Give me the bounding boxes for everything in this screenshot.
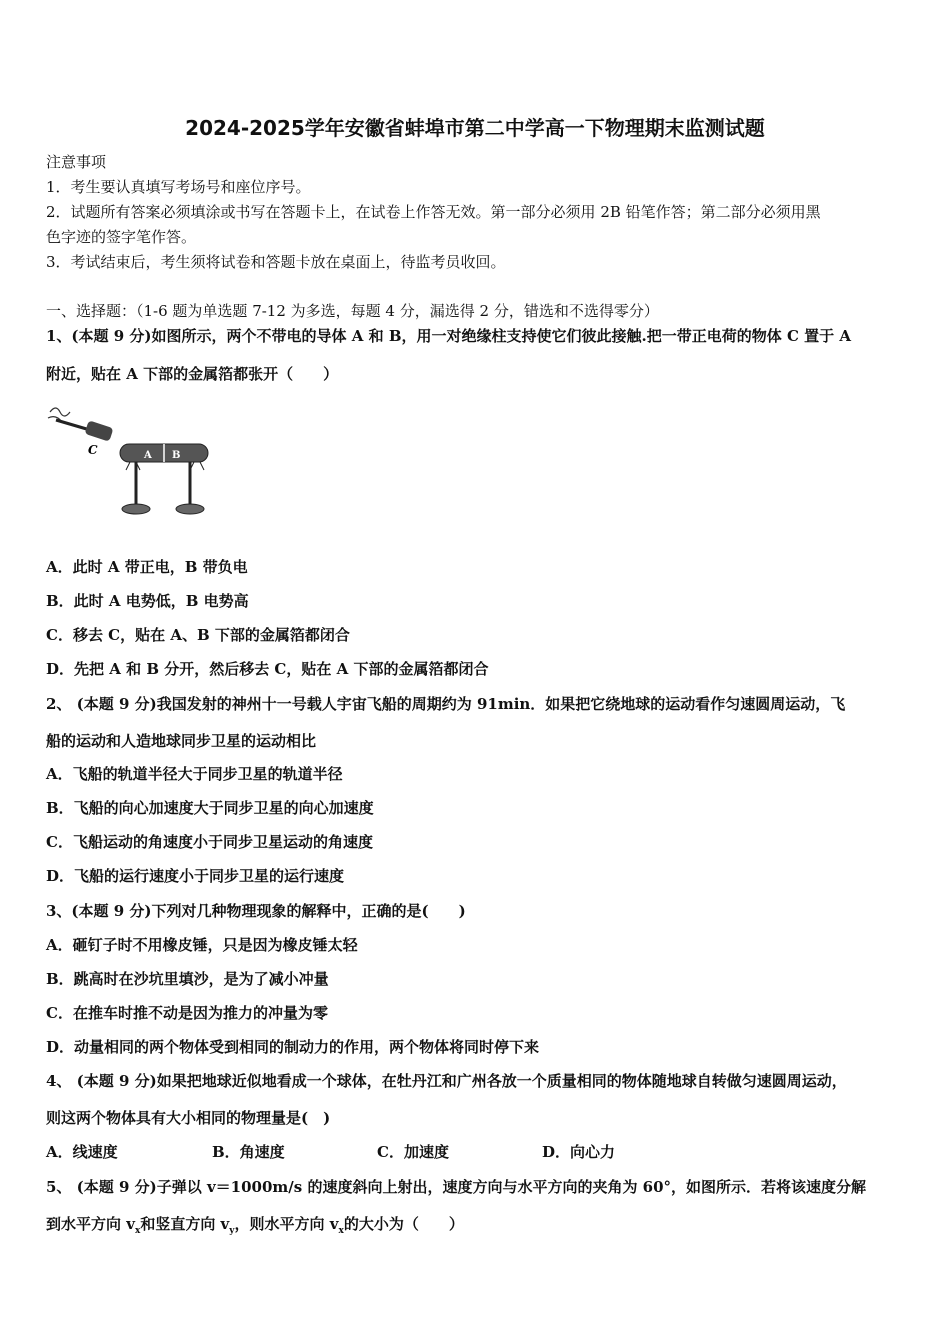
q2-stem-line1: 2、 (本题 9 分)我国发射的神州十一号载人宇宙飞船的周期约为 91min．如果把它绕地球的运动看作匀速圆周运动，飞 <box>46 695 846 713</box>
q4-stem-line1: 4、 (本题 9 分)如果把地球近似地看成一个球体，在牡丹江和广州各放一个质量相同的物体随地球自转做匀速圆周运动， <box>46 1072 847 1090</box>
q1-option-b: B．此时 A 电势低，B 电势高 <box>46 592 249 610</box>
q2-option-a: A．飞船的轨道半径大于同步卫星的轨道半径 <box>46 765 343 783</box>
notice-item-2-cont: 色字迹的签字笔作答。 <box>46 228 197 246</box>
notice-heading: 注意事项 <box>46 153 107 171</box>
flame-icon <box>50 408 70 416</box>
page-title: 2024-2025学年安徽省蚌埠市第二中学高一下物理期末监测试题 <box>185 116 765 140</box>
q3-stem: 3、(本题 9 分)下列对几种物理现象的解释中，正确的是( ) <box>46 902 466 920</box>
q3-option-b: B．跳高时在沙坑里填沙，是为了减小冲量 <box>46 970 329 988</box>
q3-option-a: A．砸钉子时不用橡皮锤，只是因为橡皮锤太轻 <box>46 936 358 954</box>
rod-c <box>56 420 90 430</box>
q5-stem-line1: 5、 (本题 9 分)子弹以 v＝1000m/s 的速度斜向上射出，速度方向与水平方向的夹角为 60°，如图所示．若将该速度分解 <box>46 1178 867 1196</box>
q1-stem-line1: 1、(本题 9 分)如图所示，两个不带电的导体 A 和 B，用一对绝缘柱支持使它们彼此接触.把一带正电荷的物体 C 置于 A <box>46 327 851 345</box>
foil-b <box>190 462 204 470</box>
base-b <box>176 504 204 514</box>
q2-stem-line2: 船的运动和人造地球同步卫星的运动相比 <box>46 732 317 750</box>
q5-stem-line2: 到水平方向 $v_x$和竖直方向 $v_y$，则水平方向 $v_x$的大小为（ ） <box>46 1215 464 1236</box>
section-heading: 一、选择题：（1-6 题为单选题 7-12 为多选，每题 4 分，漏选得 2 分，错选和不选得零分） <box>46 302 659 320</box>
label-c: C <box>88 443 98 457</box>
foil-a <box>126 462 140 470</box>
q2-option-c: C．飞船运动的角速度小于同步卫星运动的角速度 <box>46 833 373 851</box>
q1-option-a: A．此时 A 带正电，B 带负电 <box>46 558 248 576</box>
q4-stem-line2: 则这两个物体具有大小相同的物理量是( ) <box>46 1109 331 1127</box>
notice-item-1: 1．考生要认真填写考场号和座位序号。 <box>46 178 311 196</box>
q2-option-b: B．飞船的向心加速度大于同步卫星的向心加速度 <box>46 799 374 817</box>
charged-object-c <box>84 420 113 441</box>
q2-option-d: D．飞船的运行速度小于同步卫星的运行速度 <box>46 867 345 885</box>
q3-option-d: D．动量相同的两个物体受到相同的制动力的作用，两个物体将同时停下来 <box>46 1038 540 1056</box>
q1-option-c: C．移去 C，贴在 A、B 下部的金属箔都闭合 <box>46 626 350 644</box>
q3-option-c: C．在推车时推不动是因为推力的冲量为零 <box>46 1004 328 1022</box>
q1-stem-line2: 附近，贴在 A 下部的金属箔都张开（ ） <box>46 365 339 383</box>
q4-option-d: D．向心力 <box>542 1143 616 1161</box>
notice-item-2: 2．试题所有答案必须填涂或书写在答题卡上，在试卷上作答无效。第一部分必须用 2B 铅笔作答；第二部分必须用黑 <box>46 203 821 221</box>
q4-option-c: C．加速度 <box>377 1143 449 1161</box>
label-a: A <box>144 450 152 461</box>
label-b: B <box>172 450 181 461</box>
base-a <box>122 504 150 514</box>
notice-item-3: 3．考试结束后，考生须将试卷和答题卡放在桌面上，待监考员收回。 <box>46 253 506 271</box>
q1-option-d: D．先把 A 和 B 分开，然后移去 C，贴在 A 下部的金属箔都闭合 <box>46 660 489 678</box>
conductor-figure <box>40 398 220 523</box>
q4-option-b: B．角速度 <box>212 1143 285 1161</box>
q1-figure <box>40 398 220 523</box>
q4-option-a: A．线速度 <box>46 1143 118 1161</box>
